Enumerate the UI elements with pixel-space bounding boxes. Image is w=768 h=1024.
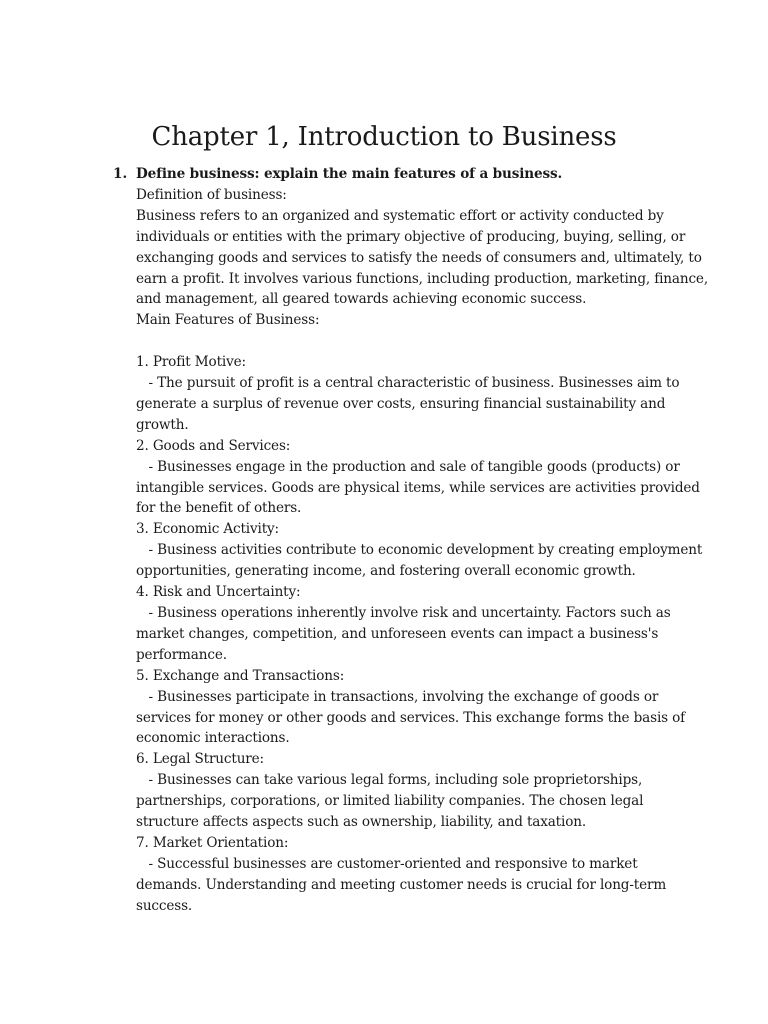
feature-line: - Businesses engage in the production and sale of tangible goods (products) or: [136, 458, 680, 475]
list-item-number: 1.: [113, 166, 128, 182]
feature-heading: 5. Exchange and Transactions:: [136, 667, 345, 684]
question-text: Define business: explain the main features of a business.: [136, 166, 563, 182]
feature-line: demands. Understanding and meeting customer needs is crucial for long-term: [136, 876, 667, 893]
feature-line: - Business activities contribute to economic development by creating employment: [136, 542, 703, 559]
feature-line: generate a surplus of revenue over costs, ensuring financial sustainability and: [136, 395, 666, 412]
feature-line: - Businesses participate in transactions, involving the exchange of goods or: [136, 688, 659, 705]
feature-heading: 1. Profit Motive:: [136, 354, 246, 371]
feature-heading: 4. Risk and Uncertainty:: [136, 584, 301, 601]
feature-line: performance.: [136, 646, 227, 663]
definition-line: earn a profit. It involves various functions, including production, marketing, finance,: [136, 270, 708, 287]
feature-line: - Successful businesses are customer-oriented and responsive to market: [136, 855, 638, 872]
feature-line: - Businesses can take various legal forms, including sole proprietorships,: [136, 772, 643, 789]
feature-line: intangible services. Goods are physical items, while services are activities provided: [136, 479, 700, 496]
feature-line: - The pursuit of profit is a central characteristic of business. Businesses aim to: [136, 375, 680, 392]
definition-line: exchanging goods and services to satisfy the needs of consumers and, ultimately, to: [136, 249, 702, 266]
features-heading: Main Features of Business:: [136, 312, 320, 329]
feature-line: economic interactions.: [136, 730, 290, 747]
definition-line: individuals or entities with the primary objective of producing, buying, selling, or: [136, 228, 686, 245]
feature-line: market changes, competition, and unforeseen events can impact a business's: [136, 625, 659, 642]
feature-line: - Business operations inherently involve risk and uncertainty. Factors such as: [136, 605, 671, 622]
feature-line: partnerships, corporations, or limited liability companies. The chosen legal: [136, 793, 644, 810]
feature-line: structure affects aspects such as ownership, liability, and taxation.: [136, 814, 586, 831]
page-title: Chapter 1, Introduction to Business: [151, 122, 617, 152]
definition-line: and management, all geared towards achieving economic success.: [136, 291, 587, 308]
feature-line: growth.: [136, 416, 189, 433]
feature-heading: 2. Goods and Services:: [136, 437, 291, 454]
feature-heading: 7. Market Orientation:: [136, 834, 289, 851]
feature-line: success.: [136, 897, 193, 914]
feature-heading: 6. Legal Structure:: [136, 751, 264, 768]
blank-line: [136, 331, 684, 352]
feature-line: for the benefit of others.: [136, 500, 302, 517]
definition-heading: Definition of business:: [136, 186, 287, 203]
feature-heading: 3. Economic Activity:: [136, 521, 279, 538]
answer-body: [136, 164, 708, 917]
feature-line: opportunities, generating income, and fostering overall economic growth.: [136, 563, 636, 580]
definition-line: Business refers to an organized and systematic effort or activity conducted by: [136, 207, 664, 224]
feature-line: services for money or other goods and services. This exchange forms the basis of: [136, 709, 686, 726]
